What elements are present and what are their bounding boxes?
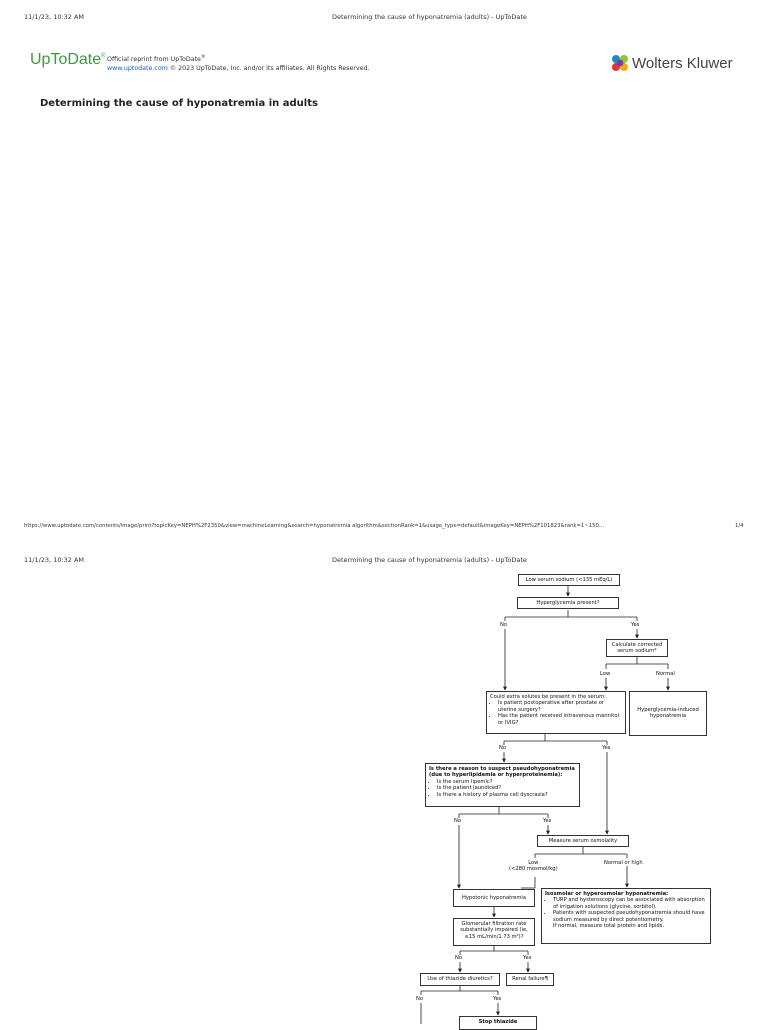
flowchart-stop-thiazide: Stop thiazide — [459, 1016, 537, 1030]
flowchart-isosmolar-hyperosmolar — [541, 888, 711, 944]
page-title: Determining the cause of hyponatremia in adults — [40, 98, 318, 109]
flowchart-label-low: Low — [600, 671, 611, 677]
flowchart-label-low2-sub: (<280 mosmol/kg) — [509, 866, 558, 873]
flowchart-extra-solutes-question: Could extra solutes be present in the serum: — [490, 694, 606, 700]
page1-footer-url: https://www.uptodate.com/contents/image/print?topicKey=NEPH%2F2350&view=machineLearning&search=hyponatremia algorithm&sectionRank=1&usage_type=default&imageKey=NEPH%2F101823&rank=1~150… — [24, 523, 605, 529]
flowchart-label-yes: Yes — [543, 818, 552, 824]
flowchart-label-normal: Normal — [656, 671, 675, 677]
page1-header-title: Determining the cause of hyponatremia (adults) - UpToDate — [332, 13, 527, 21]
flowchart-isosmolar-title: Isosmolar or hyperosmolar hyponatremia: — [545, 891, 669, 897]
page2-header-title: Determining the cause of hyponatremia (adults) - UpToDate — [332, 556, 527, 564]
flowchart-extra-solutes-bullet: • Is patient postoperative after prostate or uterine surgery? — [498, 700, 622, 713]
flowchart-hypotonic-hyponatremia: Hypotonic hyponatremia — [453, 889, 535, 907]
page1-footer-page-number: 1/4 — [735, 523, 744, 529]
flowchart-label-yes: Yes — [602, 745, 611, 751]
uptodate-logo-reg: ® — [101, 53, 106, 60]
flowchart-renal-failure: Renal failure¶ — [506, 973, 554, 986]
flowchart-pseudohyponatremia — [425, 763, 580, 807]
flowchart-label-yes: Yes — [631, 622, 640, 628]
flowchart-label-low-osmolality — [509, 860, 558, 873]
flowchart-label-normal-or-high: Normal or high — [604, 860, 643, 866]
flowchart-label-yes: Yes — [523, 955, 532, 961]
flowchart-pseudohyponatremia-question: Is there a reason to suspect pseudohyponatremia (due to hyperlipidemia or hyperproteinemia): — [429, 766, 575, 779]
wolters-kluwer-text: Wolters Kluwer — [632, 54, 733, 72]
flowchart-extra-solutes — [486, 691, 626, 734]
page1-header-datetime: 11/1/23, 10:32 AM — [24, 13, 85, 21]
flowchart-isosmolar-bullet: • TURP and hysteroscopy can be associated with absorption of irrigation solutions (glycine, sorbitol). — [553, 897, 707, 910]
flowchart-label-no: No — [499, 745, 507, 751]
flowchart-label-yes: Yes — [493, 996, 502, 1002]
flowchart-low-serum-sodium: Low serum sodium (<135 mEq/L) — [518, 574, 620, 586]
flowchart-label-no: No — [455, 955, 463, 961]
uptodate-logo-text: UpToDate — [30, 51, 102, 68]
flowchart-extra-solutes-bullet: • Has the patient received intravenous mannitol or IVIG? — [498, 713, 622, 726]
reprint-line: Official reprint from UpToDate — [107, 56, 201, 64]
flowchart-label-low2: Low — [528, 860, 539, 866]
flowchart-hyperglycemia-induced: Hyperglycemia-induced hyponatremia — [629, 691, 707, 736]
flowchart-measure-serum-osmolality: Measure serum osmolality — [537, 835, 629, 847]
flowchart-calculate-corrected-sodium: Calculate corrected serum sodium* — [606, 639, 668, 657]
flowchart-isosmolar-note: If normal, measure total protein and lipids. — [553, 923, 665, 930]
flowchart-hyperglycemia-question: Hyperglycemia present? — [517, 597, 619, 609]
flowchart-pseudohyponatremia-bullet: • Is there a history of plasma cell dyscrasia? — [437, 792, 576, 798]
flowchart-isosmolar-bullet: • Patients with suspected pseudohyponatremia should have sodium measured by direct potentiometry. — [553, 910, 707, 923]
flowchart-pseudohyponatremia-bullet: • Is the serum lipemic? — [437, 779, 576, 785]
page2-header-datetime: 11/1/23, 10:32 AM — [24, 556, 85, 564]
flowchart-pseudohyponatremia-bullet: • Is the patient jaundiced? — [437, 785, 576, 791]
reprint-link[interactable]: www.uptodate.com — [107, 65, 168, 73]
reprint-reg: ® — [200, 55, 206, 60]
flowchart-label-no: No — [416, 996, 424, 1002]
flowchart-label-no: No — [454, 818, 462, 824]
reprint-rights: © 2023 UpToDate, Inc. and/or its affiliates. All Rights Reserved. — [167, 65, 370, 73]
flowchart-label-no: No — [500, 622, 508, 628]
flowchart-gfr-question: Glomerular filtration rate substantially impaired (ie, ≤15 mL/min/1.73 m²)? — [453, 918, 535, 946]
flowchart-thiazide-question: Use of thiazide diuretics? — [420, 973, 500, 986]
